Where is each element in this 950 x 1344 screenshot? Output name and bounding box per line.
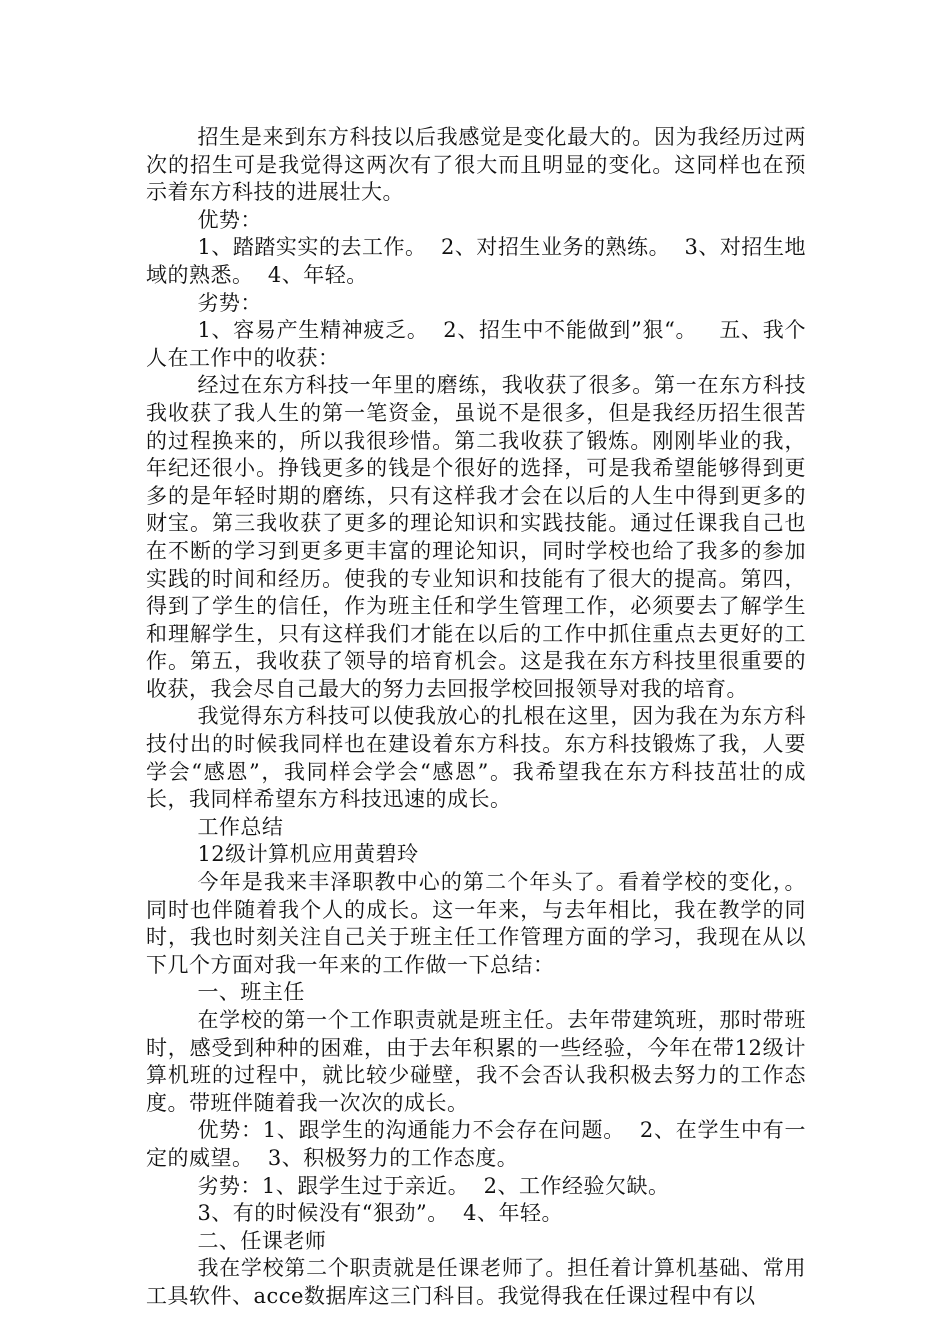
section-title-work-summary: 工作总结: [197, 814, 284, 839]
heading-class-teacher: 一、班主任: [197, 980, 305, 1005]
heading-subject-teacher: 二、任课老师: [197, 1228, 327, 1253]
paragraph-advantages-heading: 优势：: [197, 207, 262, 232]
paragraph-class-teacher: 在学校的第一个工作职责就是班主任。去年带建筑班，那时带班时，感受到种种的困难，由于去年积累的一些经验，今年在带12级计算机班的过程中，就比较少碰壁，我不会否认我积极去努力的工作态度。带班伴随着我一次次的成长。: [146, 1008, 806, 1115]
paragraph-gains: 经过在东方科技一年里的磨练，我收获了很多。第一在东方科技我收获了我人生的第一笔资金，虽说不是很多，但是我经历招生很苦的过程换来的，所以我很珍惜。第二我收获了锻炼。刚刚毕业的我，年纪还很小。挣钱更多的钱是个很好的选择，可是我希望能够得到更多的是年轻时期的磨练，只有这样我才会在以后的人生中得到更多的财宝。第三我收获了更多的理论知识和实践技能。通过任课我自己也在不断的学习到更多更丰富的理论知识，同时学校也给了我多的参加实践的时间和经历。使我的专业知识和技能有了很大的提高。第四，得到了学生的信任，作为班主任和学生管理工作，必须要去了解学生和理解学生，只有这样我们才能在以后的工作中抓住重点去更好的工作。第五，我收获了领导的培育机会。这是我在东方科技里很重要的收获，我会尽自己最大的努力去回报学校回报领导对我的培育。: [146, 373, 806, 701]
paragraph-disadvantages-list: 1、容易产生精神疲乏。 2、招生中不能做到”狠“。 五、我个人在工作中的收获：: [146, 318, 806, 370]
author-line: 12级计算机应用黄碧玲: [197, 842, 419, 867]
document-body: [146, 124, 806, 1311]
paragraph-disadvantages-heading: 劣势：: [197, 290, 262, 315]
paragraph-class-disadvantages-cont: 3、有的时候没有“狠劲”。 4、年轻。: [197, 1201, 563, 1226]
paragraph-class-advantages: 优势：1、跟学生的沟通能力不会存在问题。 2、在学生中有一定的威望。 3、积极努力的工作态度。: [146, 1118, 806, 1170]
paragraph-conclusion: 我觉得东方科技可以使我放心的扎根在这里，因为我在为东方科技付出的时候我同样也在建设着东方科技。东方科技锻炼了我，人要学会“感恩”，我同样会学会“感恩”。我希望我在东方科技茁壮的成长，我同样希望东方科技迅速的成长。: [146, 704, 806, 812]
paragraph-class-disadvantages: 劣势：1、跟学生过于亲近。 2、工作经验欠缺。: [197, 1173, 670, 1198]
paragraph-enrollment-intro: 招生是来到东方科技以后我感觉是变化最大的。因为我经历过两次的招生可是我觉得这两次有了很大而且明显的变化。这同样也在预示着东方科技的进展壮大。: [146, 125, 806, 205]
paragraph-summary-intro: 今年是我来丰泽职教中心的第二个年头了。看着学校的变化，。同时也伴随着我个人的成长。这一年来，与去年相比，我在教学的同时，我也时刻关注自己关于班主任工作管理方面的学习，我现在从以下几个方面对我一年来的工作做一下总结：: [146, 870, 806, 977]
paragraph-subject-teacher: 我在学校第二个职责就是任课老师了。担任着计算机基础、常用工具软件、acce数据库这三门科目。我觉得我在任课过程中有以: [146, 1256, 806, 1308]
paragraph-advantages-list: 1、踏踏实实的去工作。 2、对招生业务的熟练。 3、对招生地域的熟悉。 4、年轻。: [146, 235, 806, 287]
